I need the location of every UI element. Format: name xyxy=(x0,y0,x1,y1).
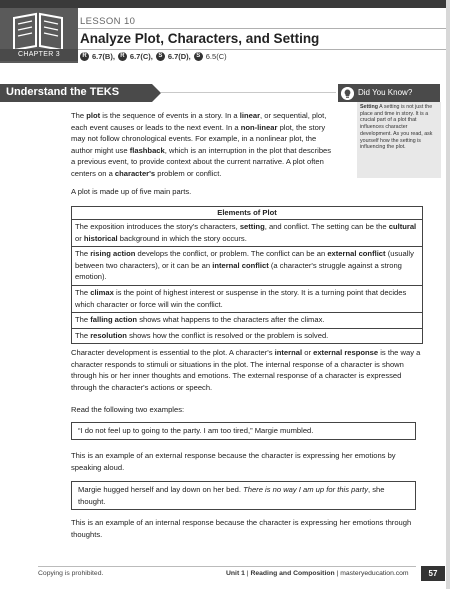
header-top-bar xyxy=(0,0,450,8)
teks-code-3: 6.7(D), xyxy=(167,52,191,61)
row4-text-a: The xyxy=(75,315,89,325)
example-2-note: This is an example of an internal response because the character is expressing her emotions through thoughts. xyxy=(71,518,412,539)
term-internal: internal xyxy=(274,348,303,357)
row3-text-a: The xyxy=(75,287,89,297)
term-flashback: flashback xyxy=(129,145,165,155)
teks-code-4: 6.5(C) xyxy=(205,52,227,61)
character-paragraph xyxy=(71,347,425,393)
did-you-know-body: A setting is not just the place and time in story. It is a crucial part of a plot that influences character development. As you read, ask yourself how the setting is influencing the plot. xyxy=(360,104,433,151)
term-falling-action: falling action xyxy=(90,315,138,325)
banner-rule xyxy=(161,92,336,93)
character-text-c: or xyxy=(304,348,311,357)
table-row xyxy=(72,220,423,247)
read-examples-line: Read the following two examples: xyxy=(71,405,185,414)
character-text-a: Character development is essential to the plot. A character's xyxy=(71,348,273,357)
table-header: Elements of Plot xyxy=(72,207,423,220)
row-climax xyxy=(72,285,423,312)
term-external-conflict: external conflict xyxy=(327,249,386,259)
teks-code-1: 6.7(B), xyxy=(92,52,115,61)
row5-text-a: The xyxy=(75,330,89,340)
row-exposition xyxy=(72,220,423,247)
row3-text-c: is the point of highest interest or suspense in the story. It is a turning point that decides which character or force will win the conflict. xyxy=(75,287,407,309)
chapter-label: CHAPTER 3 xyxy=(0,49,78,61)
title-divider xyxy=(78,49,450,50)
row2-text-a: The xyxy=(75,249,89,259)
term-historical: historical xyxy=(83,233,118,243)
example-2-text-a: Margie hugged herself and lay down on her bed. xyxy=(78,485,241,494)
intro-text-1: The xyxy=(71,111,85,120)
table-row xyxy=(72,285,423,312)
banner-arrow xyxy=(152,84,161,102)
elements-of-plot-table xyxy=(71,206,423,344)
term-rising-action: rising action xyxy=(90,249,136,259)
row2-text-g: (a character's struggle against a strong emotion). xyxy=(75,260,402,282)
footer-section: Reading and Composition xyxy=(250,570,335,577)
term-external-response: external response xyxy=(313,348,379,357)
footer-separator: | xyxy=(336,570,339,577)
row5-text-c: shows how the conflict is resolved or the problem is solved. xyxy=(129,330,329,340)
page-number: 57 xyxy=(421,566,445,581)
intro-text-6: problem or conflict. xyxy=(157,168,222,178)
term-linear: linear xyxy=(239,111,261,120)
example-1-note: This is an example of an external response because the character is expressing her emotions by speaking aloud. xyxy=(71,451,396,472)
footer-info xyxy=(226,570,409,577)
term-cultural: cultural xyxy=(388,222,417,231)
footer-website: masteryeducation.com xyxy=(340,570,409,577)
footer-separator: | xyxy=(246,570,249,577)
teks-badge-2: R xyxy=(118,52,127,61)
term-nonlinear: non-linear xyxy=(240,122,278,132)
row-rising-action xyxy=(72,247,423,286)
example-2-text-c: , she thought. xyxy=(78,485,385,506)
did-you-know-text xyxy=(360,104,440,151)
footer-unit: Unit 1 xyxy=(226,570,245,577)
copyright-notice: Copying is prohibited. xyxy=(38,570,104,577)
row4-text-c: shows what happens to the characters after the climax. xyxy=(139,315,325,325)
intro-text-5: , which is an interruption in the plot that describes a previous event, to provide context about the current narrative. A plot often centers on a xyxy=(71,145,332,178)
intro-text-4: plot, the story may not follow chronological events. For example, in a nonlinear plot, the author might use xyxy=(71,122,326,155)
did-you-know-title: Did You Know? xyxy=(358,88,413,97)
table-row xyxy=(72,247,423,286)
table-row xyxy=(72,313,423,329)
did-you-know-term: Setting xyxy=(360,104,378,110)
plot-intro-paragraph xyxy=(71,110,333,180)
row2-text-e: (usually between two characters), or it can be an xyxy=(75,249,414,270)
open-book-icon xyxy=(8,8,68,52)
row-falling-action xyxy=(72,313,423,329)
example-2-box xyxy=(71,481,416,510)
footer-rule xyxy=(38,566,416,567)
term-character: character's xyxy=(114,168,156,178)
example-1-box: “I do not feel up to going to the party. I am too tired,” Margie mumbled. xyxy=(71,422,416,440)
row1-text-a: The exposition introduces the story's characters, xyxy=(75,222,238,231)
teks-badge-3: S xyxy=(156,52,165,61)
teks-code-2: 6.7(C), xyxy=(129,52,153,61)
term-setting: setting xyxy=(239,222,265,231)
intro-text-3: , or sequential, plot, each event causes or leads to the next event. In a xyxy=(71,111,327,132)
lesson-title: Analyze Plot, Characters, and Setting xyxy=(80,31,320,46)
page-edge xyxy=(446,0,450,589)
term-climax: climax xyxy=(90,287,114,297)
term-internal-conflict: internal conflict xyxy=(212,260,269,270)
teks-list xyxy=(80,52,227,61)
example-2-thought: There is no way I am up for this party xyxy=(243,485,369,494)
lesson-label: LESSON 10 xyxy=(80,16,136,27)
row2-text-c: develops the conflict, or problem. The conflict can be an xyxy=(137,249,326,259)
term-plot: plot xyxy=(86,111,101,120)
lightbulb-icon xyxy=(341,87,354,100)
intro-text-2: is the sequence of events in a story. In a xyxy=(102,111,238,120)
row1-text-g: background in which the story occurs. xyxy=(119,233,247,243)
table-row xyxy=(72,328,423,344)
five-parts-line: A plot is made up of five main parts. xyxy=(71,187,192,196)
character-text-e: is the way a character responds to stimuli or situations in the plot. The internal response of a character is shown through his or her inner thoughts and emotions. The external response of a character is expressed through the character's actions or speech. xyxy=(71,348,421,392)
teks-badge-1: R xyxy=(80,52,89,61)
row1-text-e: or xyxy=(75,233,82,243)
row-resolution xyxy=(72,328,423,344)
lesson-divider xyxy=(78,28,450,29)
section-banner-title: Understand the TEKS xyxy=(6,86,120,98)
term-resolution: resolution xyxy=(90,330,127,340)
row1-text-c: , and conflict. The setting can be the xyxy=(264,222,387,231)
teks-badge-4: S xyxy=(194,52,203,61)
